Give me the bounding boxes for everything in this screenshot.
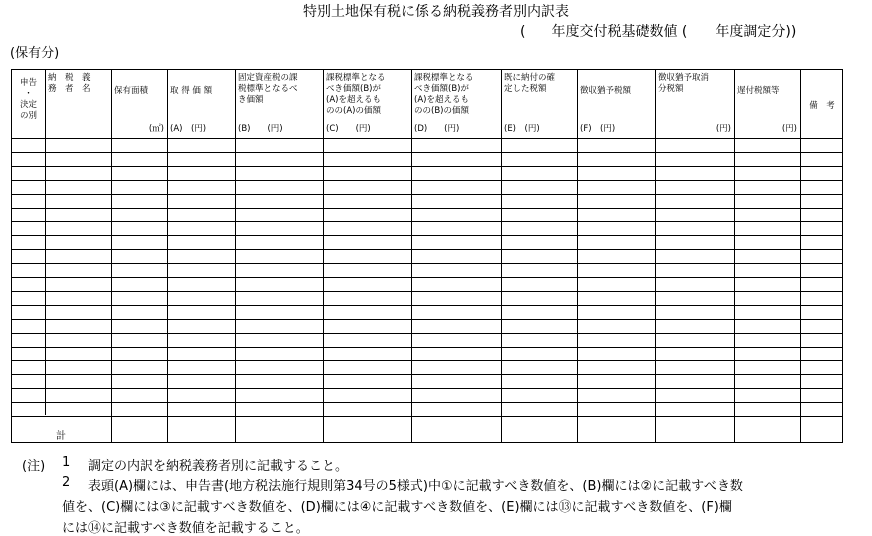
column-divider xyxy=(45,70,46,415)
column-header-shutoku xyxy=(170,86,232,97)
column-unit-col_d: (D) (円) xyxy=(414,124,460,134)
breakdown-table xyxy=(11,69,843,443)
column-divider xyxy=(111,70,112,442)
subtitle-base-label: 年度交付税基礎数値 ( xyxy=(551,24,688,40)
row-divider xyxy=(12,166,45,167)
row-divider xyxy=(45,319,842,320)
row-divider xyxy=(45,360,842,361)
column-divider xyxy=(235,70,236,442)
row-divider xyxy=(45,249,842,250)
column-divider xyxy=(577,70,578,442)
column-header-line: 備 考 xyxy=(809,101,835,111)
column-header-col_e xyxy=(504,73,574,95)
row-divider xyxy=(12,388,45,389)
column-divider xyxy=(800,70,801,442)
column-header-line: 決定 xyxy=(19,100,37,110)
subtitle xyxy=(520,21,796,41)
row-divider xyxy=(45,291,842,292)
row-divider xyxy=(12,194,45,195)
notes-marker: (注) xyxy=(22,459,46,474)
column-header-col_f xyxy=(580,86,652,97)
row-divider xyxy=(12,277,45,278)
row-divider xyxy=(45,402,842,403)
column-header-line: き価額 xyxy=(238,95,264,105)
total-label: 計 xyxy=(56,431,66,442)
note-text: 値を、(C)欄には③に記載すべき数値を、(D)欄には④に記載すべき数値を、(E)欄には⑬に記載すべき数値を、(F)欄 xyxy=(62,500,732,515)
column-header-line: 務 者 名 xyxy=(48,84,91,94)
row-divider xyxy=(12,360,45,361)
column-header-kotei xyxy=(238,73,320,106)
column-divider xyxy=(655,70,656,442)
column-header-line: 固定資産税の課 xyxy=(238,73,298,83)
column-unit-shutoku: (A) (円) xyxy=(170,124,207,134)
column-header-line: 徴収猶予取消 xyxy=(658,73,710,83)
column-divider xyxy=(323,70,324,442)
column-unit-menseki: (㎡) xyxy=(148,124,164,134)
column-header-biko xyxy=(803,101,841,112)
column-header-col_d xyxy=(414,73,498,117)
column-header-line: 税標準となるべ xyxy=(238,84,298,94)
column-unit-torikeshi: (円) xyxy=(715,124,731,134)
column-header-line: の別 xyxy=(19,111,37,121)
row-divider xyxy=(45,388,842,389)
column-header-line: 分税額 xyxy=(658,84,684,94)
note-number: 2 xyxy=(62,475,71,490)
row-divider xyxy=(45,347,842,348)
row-divider xyxy=(45,180,842,181)
note-text: 表頭(A)欄には、申告書(地方税法施行規則第34号の5様式)中①に記載すべき数値を、(B)欄には②に記載すべき数 xyxy=(88,479,743,494)
row-divider xyxy=(12,235,45,236)
row-divider xyxy=(45,166,842,167)
row-divider xyxy=(45,235,842,236)
column-header-line: のの(B)の価額 xyxy=(414,106,469,116)
column-unit-kotei: (B) (円) xyxy=(238,124,283,134)
subtitle-adjust-label: 年度調定分)) xyxy=(715,24,797,40)
column-header-line: 課税標準となる xyxy=(414,73,474,83)
row-divider xyxy=(12,416,842,417)
section-label: (保有分) xyxy=(10,46,60,61)
column-unit-col_f: (F) (円) xyxy=(580,124,616,134)
column-header-line: (A)を超えるも xyxy=(414,95,469,105)
row-divider xyxy=(12,347,45,348)
row-divider xyxy=(45,305,842,306)
row-divider xyxy=(12,249,45,250)
header-divider xyxy=(12,138,842,139)
column-header-line: (A)を超えるも xyxy=(326,95,381,105)
page-title: 特別土地保有税に係る納税義務者別内訳表 xyxy=(303,4,569,20)
row-divider xyxy=(45,208,842,209)
column-header-line: 徴収猶予税額 xyxy=(580,86,632,96)
column-header-line: 保有面積 xyxy=(114,86,149,96)
column-unit-col_e: (E) (円) xyxy=(504,124,540,134)
column-header-line: 申告 xyxy=(19,78,37,88)
column-header-line: のの(A)の価額 xyxy=(326,106,381,116)
row-divider xyxy=(45,333,842,334)
row-divider xyxy=(12,333,45,334)
column-header-line: べき価額(B)が xyxy=(414,84,469,94)
column-unit-entai: (円) xyxy=(781,124,797,134)
row-divider xyxy=(12,402,45,403)
column-header-menseki xyxy=(114,86,164,97)
column-divider xyxy=(167,70,168,442)
column-divider xyxy=(501,70,502,442)
row-divider xyxy=(45,277,842,278)
column-unit-col_c: (C) (円) xyxy=(326,124,371,134)
row-divider xyxy=(45,221,842,222)
column-header-kubun xyxy=(15,78,42,122)
row-divider xyxy=(12,208,45,209)
column-header-line: 取 得 価 額 xyxy=(170,86,213,96)
row-divider xyxy=(45,374,842,375)
note-text: 調定の内訳を納税義務者別に記載すること。 xyxy=(88,459,349,474)
row-divider xyxy=(12,291,45,292)
column-header-line: 既に納付の確 xyxy=(504,73,556,83)
column-header-line: ・ xyxy=(24,89,33,99)
column-header-line: 定した税額 xyxy=(504,84,547,94)
column-header-line: 課税標準となる xyxy=(326,73,386,83)
row-divider xyxy=(12,319,45,320)
row-divider xyxy=(12,263,45,264)
row-divider xyxy=(12,152,45,153)
row-divider xyxy=(45,263,842,264)
column-header-nozeisha xyxy=(48,73,108,95)
column-header-entai xyxy=(737,86,797,97)
row-divider xyxy=(45,194,842,195)
column-header-torikeshi xyxy=(658,73,731,95)
row-divider xyxy=(12,180,45,181)
column-header-col_c xyxy=(326,73,408,117)
column-header-line: べき価額(B)が xyxy=(326,84,381,94)
row-divider xyxy=(12,305,45,306)
note-text: には⑭に記載すべき数値を記載すること。 xyxy=(62,521,309,536)
note-number: 1 xyxy=(62,455,71,470)
column-header-line: 納 税 義 xyxy=(48,73,91,83)
row-divider xyxy=(45,152,842,153)
column-header-line: 遅付税額等 xyxy=(737,86,780,96)
column-divider xyxy=(411,70,412,442)
subtitle-open: ( xyxy=(520,24,526,40)
row-divider xyxy=(12,221,45,222)
row-divider xyxy=(12,374,45,375)
column-divider xyxy=(734,70,735,442)
